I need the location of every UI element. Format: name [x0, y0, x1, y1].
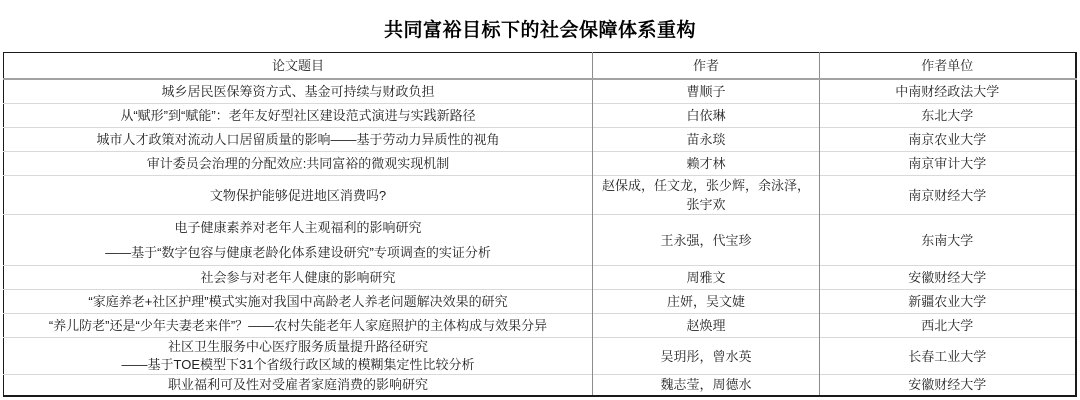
author-cell: 曹顺子: [593, 79, 820, 104]
paper-title: “养儿防老”还是“少年夫妻老来伴”？——农村失能老年人家庭照护的主体构成与效果分异: [48, 318, 548, 333]
author-cell: 庄妍，吴文婕: [593, 290, 820, 314]
paper-title: 城市人才政策对流动人口居留质量的影响——基于劳动力异质性的视角: [96, 132, 500, 147]
affiliation-cell: 安徽财经大学: [820, 375, 1076, 396]
paper-title: 从“赋形”到“赋能”：老年友好型社区建设范式演进与实践新路径: [120, 108, 476, 123]
affiliation-cell: 南京财经大学: [820, 176, 1076, 215]
author-cell: 吴玥彤，曾水英: [593, 338, 820, 375]
document-title: 共同富裕目标下的社会保障体系重构: [383, 20, 696, 41]
table-row: [4, 314, 1076, 338]
table-row: [4, 215, 1076, 266]
paper-title-cell: [4, 375, 593, 396]
paper-title: “家庭养老+社区护理”模式实施对我国中高龄老人养老问题解决效果的研究: [88, 294, 508, 309]
paper-title: 电子健康素养对老年人主观福利的影响研究: [174, 220, 422, 235]
table-row: [4, 375, 1076, 396]
table-row: [4, 128, 1076, 152]
table-row: [4, 290, 1076, 314]
paper-title-cell: [4, 128, 593, 152]
table-row: [4, 104, 1076, 128]
paper-title-cell: [4, 104, 593, 128]
column-header-affiliation: 作者单位: [820, 53, 1076, 79]
affiliation-cell: 长春工业大学: [820, 338, 1076, 375]
paper-title: 文物保护能够促进地区消费吗?: [209, 187, 387, 203]
table-row: [4, 152, 1076, 176]
paper-title-line2: ——基于TOE模型下31个省级行政区域的模糊集定性比较分析: [121, 357, 475, 372]
author-cell: 赵保成，任文龙，张少辉，余泳泽，张宇欢: [593, 176, 820, 215]
author-cell: 魏志莹，周德水: [593, 375, 820, 396]
paper-title-cell: [4, 176, 593, 215]
paper-title-cell: [4, 79, 593, 104]
column-header-title: 论文题目: [4, 53, 593, 79]
table-row: [4, 176, 1076, 215]
author-cell: 赵焕理: [593, 314, 820, 338]
author-cell: 赖才林: [593, 152, 820, 176]
paper-title-cell: [4, 215, 593, 266]
paper-title-line2: ——基于“数字包容与健康老龄化体系建设研究”专项调查的实证分析: [105, 245, 491, 260]
paper-title-cell: [4, 338, 593, 375]
column-header-author: 作者: [593, 53, 820, 79]
author-cell: 白依琳: [593, 104, 820, 128]
header-row: [4, 53, 1076, 79]
paper-title: 社区卫生服务中心医疗服务质量提升路径研究: [167, 339, 428, 354]
author-cell: 苗永琰: [593, 128, 820, 152]
affiliation-cell: 东南大学: [820, 215, 1076, 266]
table-row: [4, 338, 1076, 375]
paper-title-cell: [4, 152, 593, 176]
affiliation-cell: 西北大学: [820, 314, 1076, 338]
paper-title: 职业福利可及性对受雇者家庭消费的影响研究: [167, 377, 428, 393]
paper-title: 审计委员会治理的分配效应:共同富裕的微观实现机制: [146, 156, 450, 171]
author-cell: 王永强，代宝珍: [593, 215, 820, 266]
affiliation-cell: 南京农业大学: [820, 128, 1076, 152]
affiliation-cell: 安徽财经大学: [820, 266, 1076, 290]
table-row: [4, 79, 1076, 104]
author-cell: 周雅文: [593, 266, 820, 290]
paper-title: 城乡居民医保筹资方式、基金可持续与财政负担: [161, 83, 435, 99]
papers-table: [3, 52, 1077, 397]
affiliation-cell: 中南财经政法大学: [820, 79, 1076, 104]
affiliation-cell: 新疆农业大学: [820, 290, 1076, 314]
paper-title: 社会参与对老年人健康的影响研究: [200, 270, 396, 285]
paper-title-cell: [4, 266, 593, 290]
affiliation-cell: 东北大学: [820, 104, 1076, 128]
table-row: [4, 266, 1076, 290]
paper-title-cell: [4, 314, 593, 338]
affiliation-cell: 南京审计大学: [820, 152, 1076, 176]
paper-title-cell: [4, 290, 593, 314]
